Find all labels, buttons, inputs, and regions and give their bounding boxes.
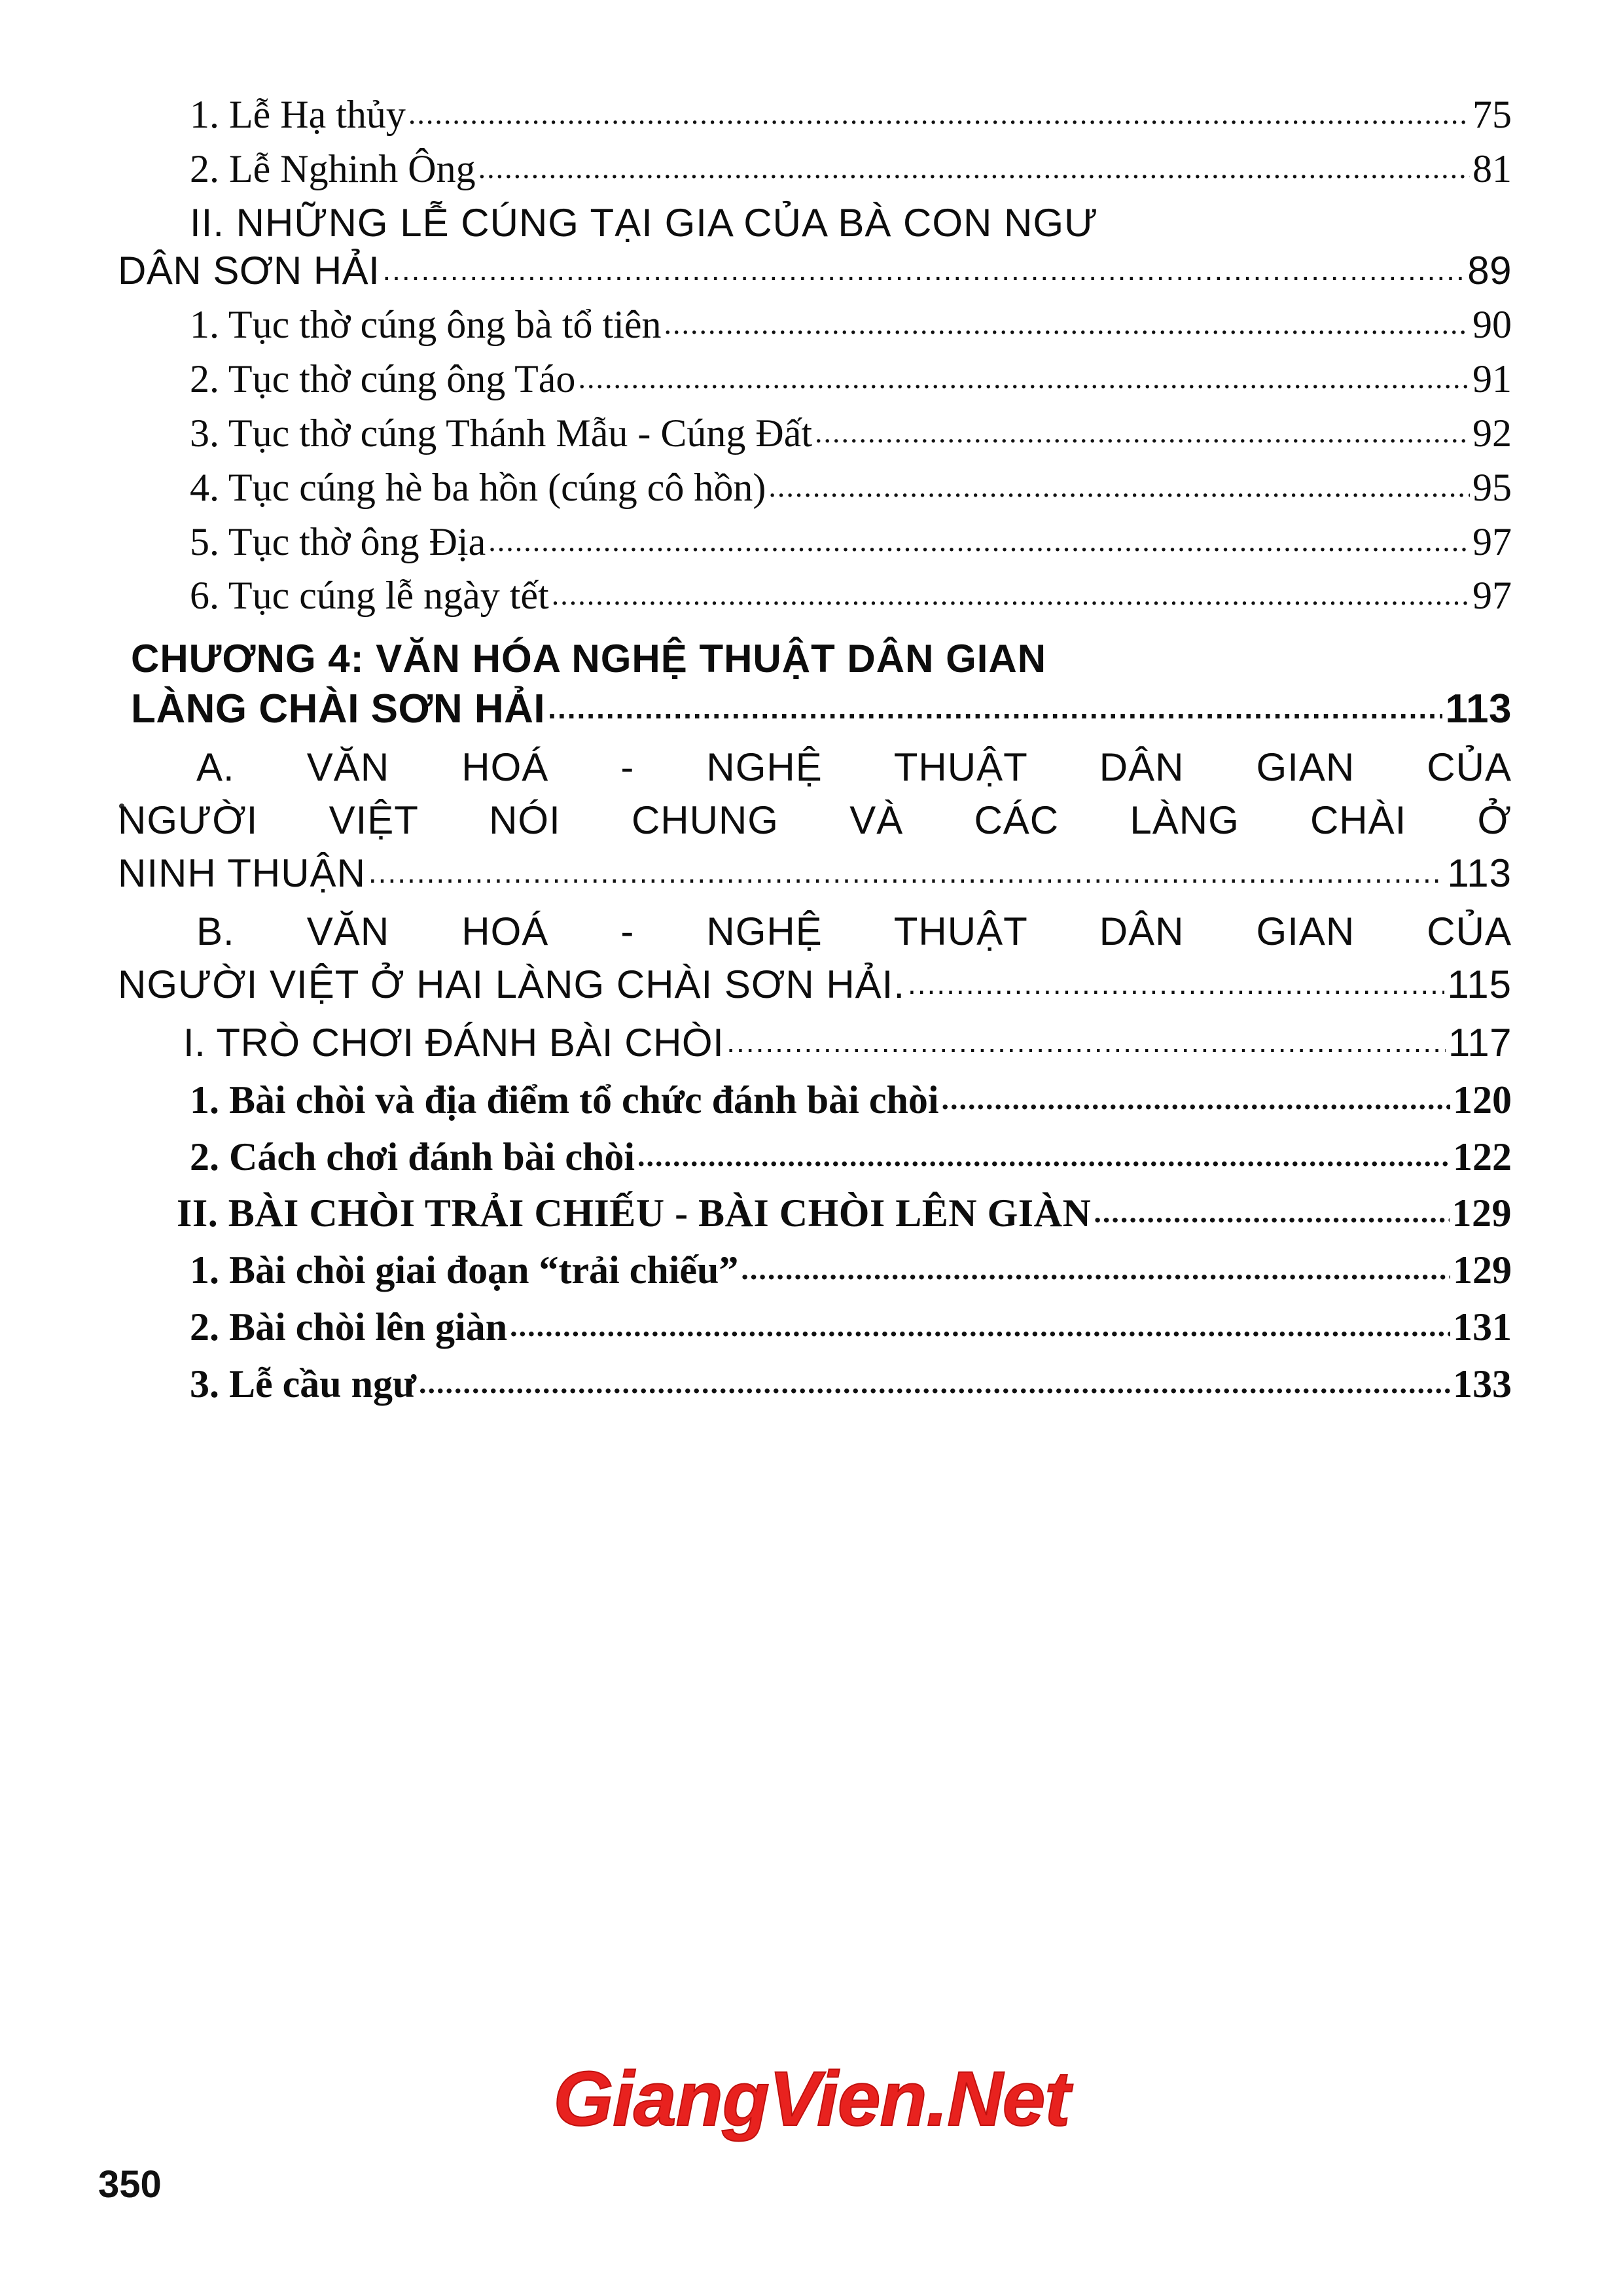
toc-entry[interactable] xyxy=(118,356,1512,402)
toc-entry-label: 3. Lễ cầu ngư xyxy=(190,1362,417,1405)
toc-entry-page: 120 xyxy=(1453,1078,1512,1122)
toc-entry-chapter[interactable] xyxy=(118,636,1512,733)
toc-leader xyxy=(908,958,1444,1004)
toc-entry-label: 2. Lễ Nghinh Ông xyxy=(190,147,476,190)
toc-entry-label-line2: DÂN SƠN HẢI xyxy=(118,248,380,292)
toc-leader xyxy=(815,406,1470,453)
toc-entry-label: 4. Tục cúng hè ba hồn (cúng cô hồn) xyxy=(190,465,766,509)
toc-entry-page: 81 xyxy=(1472,147,1512,190)
toc-leader xyxy=(637,1130,1450,1176)
toc-leader xyxy=(741,1243,1450,1290)
toc-entry[interactable] xyxy=(118,1077,1512,1123)
toc-entry-label: 3. Tục thờ cúng Thánh Mẫu - Cúng Đất xyxy=(190,411,813,455)
toc-entry-page: 92 xyxy=(1472,411,1512,455)
toc-entry-section-a[interactable] xyxy=(118,745,1512,897)
toc-entry[interactable] xyxy=(118,1247,1512,1294)
toc-entry-label: 2. Bài chòi lên giàn xyxy=(190,1305,508,1349)
toc-leader xyxy=(1094,1186,1449,1233)
toc-entry-label: 1. Bài chòi giai đoạn “trải chiếu” xyxy=(190,1248,739,1292)
toc-entry-label: 2. Tục thờ cúng ông Táo xyxy=(190,357,576,401)
toc-entry-page: 117 xyxy=(1448,1020,1512,1065)
toc-chapter-label-line1: CHƯƠNG 4: VĂN HÓA NGHỆ THUẬT DÂN GIAN xyxy=(131,637,1047,681)
toc-leader xyxy=(726,1016,1446,1063)
toc-leader xyxy=(382,244,1465,291)
toc-leader xyxy=(510,1300,1450,1347)
toc-entry-label: 1. Tục thờ cúng ông bà tổ tiên xyxy=(190,303,662,347)
toc-entry-page: 97 xyxy=(1472,574,1512,618)
toc-entry-label: 6. Tục cúng lễ ngày tết xyxy=(190,574,549,618)
toc-entry[interactable] xyxy=(118,146,1512,192)
toc-section-label-line2: NGƯỜI VIỆT Ở HAI LÀNG CHÀI SƠN HẢI. xyxy=(118,963,906,1007)
toc-entry-label: 2. Cách chơi đánh bài chòi xyxy=(190,1135,635,1178)
toc-entry[interactable] xyxy=(118,465,1512,511)
toc-section-label-line3: NINH THUẬN xyxy=(118,851,366,896)
toc-leader xyxy=(488,515,1470,561)
toc-section-label-line1: A. VĂN HOÁ - NGHỆ THUẬT DÂN GIAN CỦA xyxy=(196,745,1512,790)
toc-entry-page: 129 xyxy=(1453,1248,1512,1292)
toc-entry[interactable] xyxy=(118,1020,1512,1067)
table-of-contents xyxy=(118,92,1512,1418)
toc-entry-label: I. TRÒ CHƠI ĐÁNH BÀI CHÒI xyxy=(183,1020,724,1065)
toc-leader xyxy=(419,1357,1450,1404)
watermark: GiangVien.Net xyxy=(553,2056,1070,2142)
toc-entry[interactable] xyxy=(118,573,1512,619)
toc-leader xyxy=(941,1073,1450,1120)
toc-leader xyxy=(548,681,1442,729)
toc-leader xyxy=(552,569,1470,615)
toc-entry[interactable] xyxy=(118,1304,1512,1351)
toc-entry[interactable] xyxy=(118,302,1512,348)
toc-leader xyxy=(408,88,1470,134)
toc-entry-label: II. BÀI CHÒI TRẢI CHIẾU - BÀI CHÒI LÊN GIÀN xyxy=(177,1192,1092,1235)
toc-leader xyxy=(478,142,1470,188)
toc-leader xyxy=(768,461,1470,507)
toc-leader xyxy=(368,847,1444,893)
page-number: 350 xyxy=(98,2163,162,2206)
toc-entry-label: 1. Lễ Hạ thủy xyxy=(190,93,406,136)
toc-entry[interactable] xyxy=(118,1190,1512,1237)
toc-entry[interactable] xyxy=(118,410,1512,457)
toc-entry-page: 122 xyxy=(1453,1135,1512,1178)
toc-entry-page: 95 xyxy=(1472,465,1512,509)
toc-entry[interactable] xyxy=(118,519,1512,565)
toc-leader xyxy=(578,352,1470,398)
toc-entry-label: 1. Bài chòi và địa điểm tổ chức đánh bài chòi xyxy=(190,1078,939,1122)
toc-entry[interactable] xyxy=(118,1134,1512,1180)
toc-entry-label: 5. Tục thờ ông Địa xyxy=(190,520,486,563)
toc-entry-page: 133 xyxy=(1453,1362,1512,1405)
toc-entry-section-b[interactable] xyxy=(118,909,1512,1008)
toc-section-label-line2: NGƯỜI VIỆT NÓI CHUNG VÀ CÁC LÀNG CHÀI Ở xyxy=(118,798,1512,843)
toc-entry-page: 75 xyxy=(1472,93,1512,136)
toc-entry-page: 115 xyxy=(1447,963,1512,1007)
toc-entry-page: 113 xyxy=(1447,851,1512,896)
toc-entry-page: 129 xyxy=(1452,1192,1512,1235)
toc-entry-page: 90 xyxy=(1472,303,1512,347)
toc-leader xyxy=(664,298,1471,344)
toc-chapter-label-line2: LÀNG CHÀI SƠN HẢI xyxy=(131,686,546,732)
toc-entry-page: 113 xyxy=(1445,686,1512,732)
toc-section-label-line1: B. VĂN HOÁ - NGHỆ THUẬT DÂN GIAN CỦA xyxy=(196,910,1512,954)
toc-entry-page: 91 xyxy=(1472,357,1512,401)
toc-entry[interactable] xyxy=(118,92,1512,138)
toc-entry-page: 89 xyxy=(1467,248,1512,292)
toc-entry-label-line1: II. NHỮNG LỄ CÚNG TẠI GIA CỦA BÀ CON NGƯ xyxy=(190,200,1099,245)
toc-entry-page: 131 xyxy=(1453,1305,1512,1349)
toc-entry[interactable] xyxy=(118,200,1512,294)
toc-entry[interactable] xyxy=(118,1361,1512,1407)
toc-entry-page: 97 xyxy=(1472,520,1512,563)
